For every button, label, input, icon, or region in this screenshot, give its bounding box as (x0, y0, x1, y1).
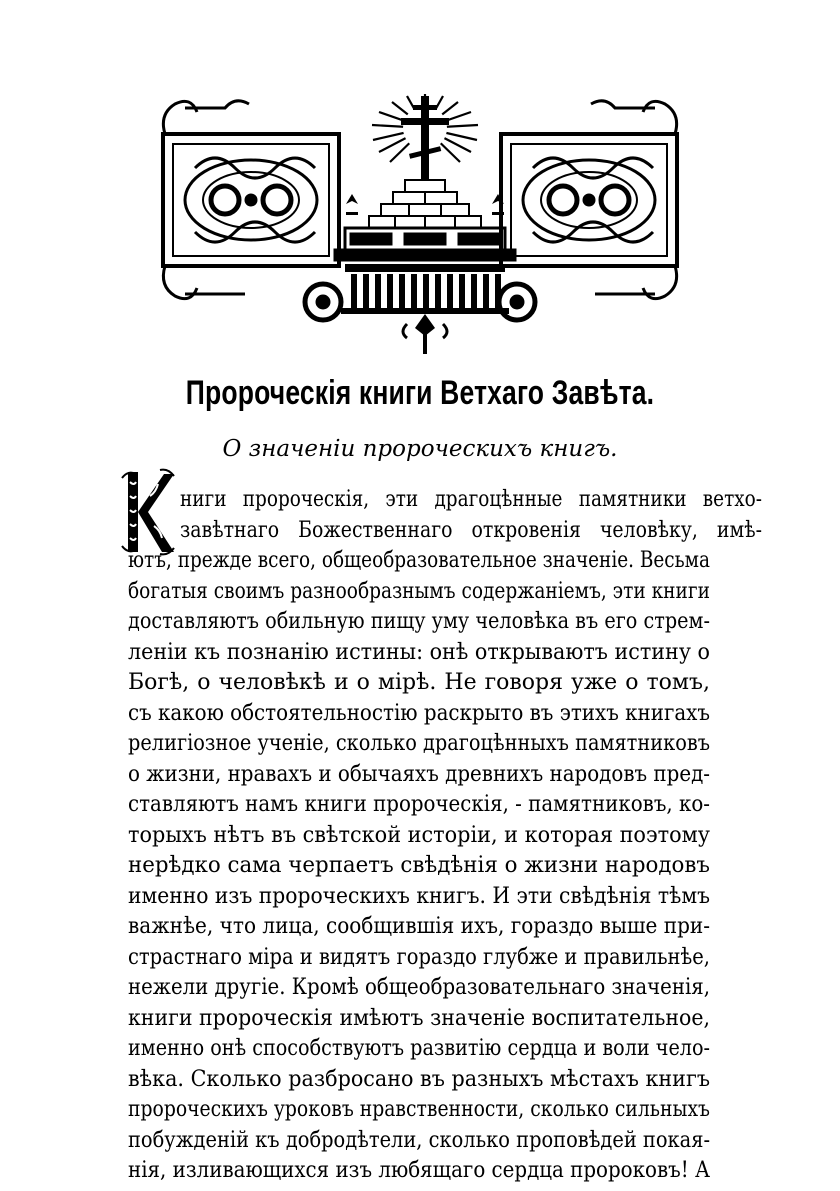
text-line: страстнаго міра и видятъ гораздо глубже и правильнѣе, (128, 944, 710, 970)
text-line: важнѣе, что лица, сообщившія ихъ, гораздо выше при- (128, 914, 710, 939)
text-line: съ какою обстоятельностію раскрыто въ этихъ книгахъ (128, 700, 710, 726)
text-line: нерѣдко сама черпаетъ свѣдѣнія о жизни народовъ (128, 853, 710, 878)
text-line: о жизни, нравахъ и обычаяхъ древнихъ народовъ пред- (128, 761, 710, 787)
text-line: книги пророческія имѣютъ значеніе воспитательное, (128, 1005, 710, 1031)
text-line: вѣка. Сколько разбросано въ разныхъ мѣстахъ книгъ (128, 1066, 710, 1092)
text-line: нія, изливающихся изъ любящаго сердца пророковъ! А (128, 1158, 710, 1183)
decorative-headpiece (155, 88, 685, 358)
colonnade (341, 264, 509, 314)
right-scroll-panel (501, 134, 677, 266)
drop-cap-letter: К (20, 366, 21, 367)
text-line: нежели другіе. Кромѣ общеобразовательнаго значенія, (128, 975, 710, 1000)
section-subtitle: О значеніи пророческихъ книгъ. (222, 436, 618, 462)
text-line: завѣтнаго Божественнаго откровенія человѣку, имѣ- (179, 517, 762, 543)
text-line: ниги пророческія, эти драгоцѣнные памятники ветхо- (179, 487, 762, 512)
text-line: ютъ, прежде всего, общеобразовательное значеніе. Весьма (128, 548, 710, 573)
altar-steps (369, 180, 481, 228)
text-line: леніи къ познанію истины: онѣ открываютъ истину о (128, 639, 710, 665)
text-line: ставляютъ намъ книги пророческія, - памятниковъ, ко- (128, 792, 710, 817)
text-line: именно онѣ способствуютъ развитію сердца и воли чело- (128, 1036, 710, 1061)
text-line: пророческихъ уроковъ нравственности, сколько сильныхъ (128, 1097, 710, 1122)
text-line: побужденій къ добродѣтели, сколько проповѣдей покая- (128, 1127, 710, 1153)
left-scroll-panel (163, 134, 339, 266)
bottom-pendant (403, 314, 447, 354)
text-line: торыхъ нѣтъ въ свѣтской исторіи, и которая поэтому (128, 822, 710, 848)
body-text (128, 485, 762, 1187)
altar-table (335, 228, 515, 260)
text-line: Богѣ, о человѣкѣ и о мірѣ. Не говоря уже о томъ, (128, 670, 710, 695)
text-line: доставляютъ обильную пищу уму человѣка въ его стрем- (128, 609, 710, 634)
text-line: религіозное ученіе, сколько драгоцѣнныхъ памятниковъ (128, 731, 710, 756)
page-title: Пророческія книги Ветхаго Завѣта. (185, 374, 655, 412)
text-line: богатыя своимъ разнообразнымъ содержаніемъ, эти книги (128, 578, 710, 604)
text-line: именно изъ пророческихъ книгъ. И эти свѣдѣнія тѣмъ (128, 883, 710, 909)
